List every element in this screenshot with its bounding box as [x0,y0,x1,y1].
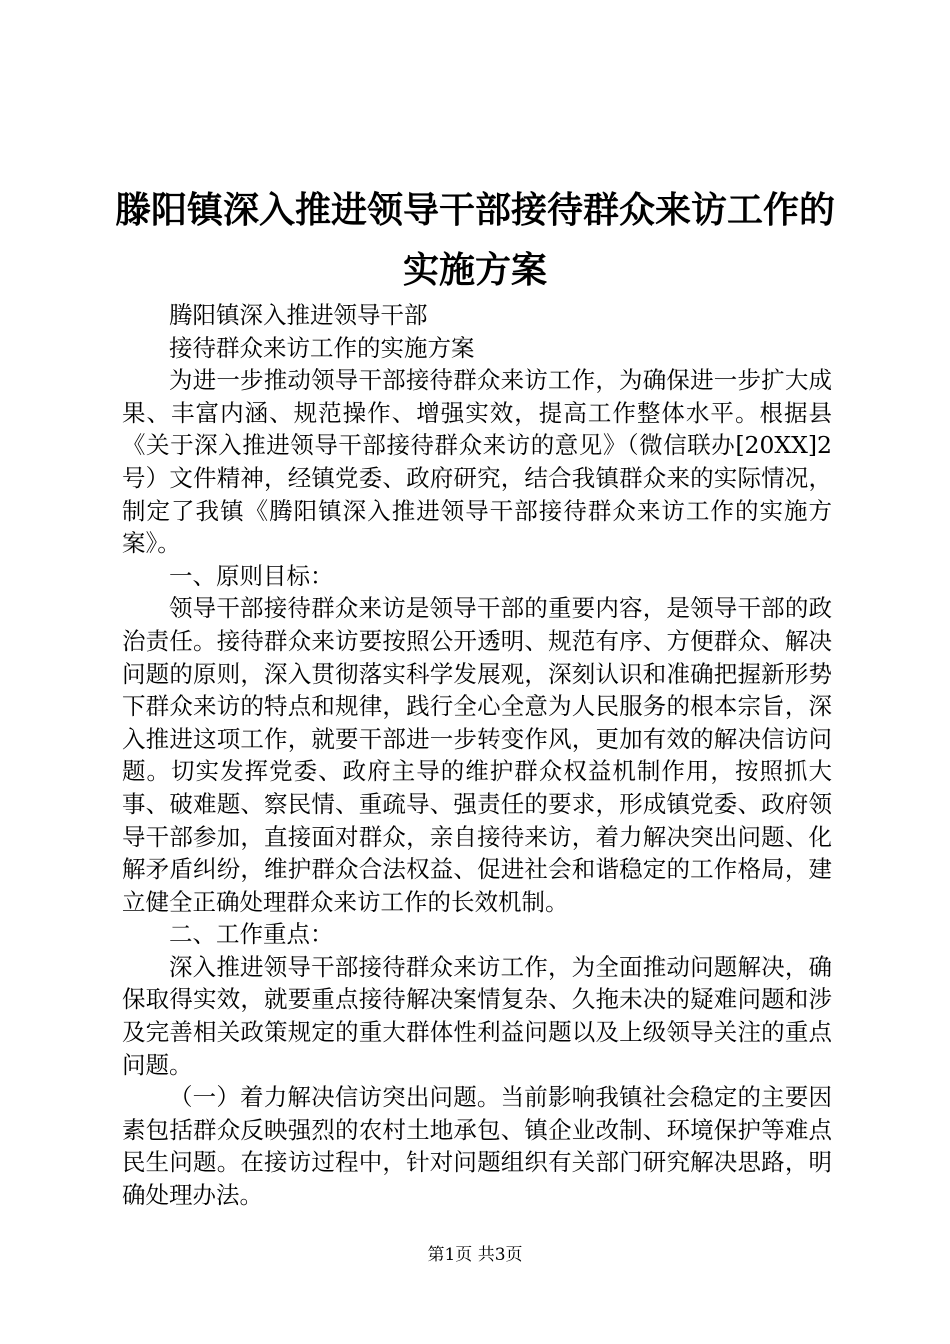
principles-paragraph: 领导干部接待群众来访是领导干部的重要内容，是领导干部的政治责任。接待群众来访要按照公开透明、规范有序、方便群众、解决问题的原则，深入贯彻落实科学发展观，深刻认识和准确把握新形势下群众来访的特点和规律，践行全心全意为人民服务的根本宗旨，深入推进这项工作，就要干部进一步转变作风，更加有效的解决信访问题。切实发挥党委、政府主导的维护群众权益机制作用，按照抓大事、破难题、察民情、重疏导、强责任的要求，形成镇党委、政府领导干部参加，直接面对群众，亲自接待来访，着力解决突出问题、化解矛盾纠纷，维护群众合法权益、促进社会和谐稳定的工作格局，建立健全正确处理群众来访工作的长效机制。 [122,594,832,916]
subtitle-line-2: 接待群众来访工作的实施方案 [169,333,475,362]
page-number-footer: 第1页 共3页 [427,1245,523,1265]
document-title-line-2: 实施方案 [402,249,547,291]
subtitle-line-1: 腾阳镇深入推进领导干部 [169,301,428,329]
section-heading-focus: 二、工作重点： [169,920,334,949]
focus-paragraph: 深入推进领导干部接待群众来访工作，为全面推动问题解决，确保取得实效，就要重点接待解决案情复杂、久拖未决的疑难问题和涉及完善相关政策规定的重大群体性利益问题以及上级领导关注的重点问题。 [122,952,832,1079]
document-title-line-1: 滕阳镇深入推进领导干部接待群众来访工作的 [114,189,835,231]
section-heading-principles: 一、原则目标： [169,561,334,590]
focus-item-1-paragraph: （一）着力解决信访突出问题。当前影响我镇社会稳定的主要因素包括群众反映强烈的农村土地承包、镇企业改制、环境保护等难点民生问题。在接访过程中，针对问题组织有关部门研究解决思路，明确处理办法。 [122,1083,832,1210]
intro-paragraph: 为进一步推动领导干部接待群众来访工作，为确保进一步扩大成果、丰富内涵、规范操作、增强实效，提高工作整体水平。根据县《关于深入推进领导干部接待群众来访的意见》（微信联办[20XX]2号）文件精神，经镇党委、政府研究，结合我镇群众来的实际情况，制定了我镇《腾阳镇深入推进领导干部接待群众来访工作的实施方案》。 [122,366,832,558]
document-body [122,299,832,1212]
